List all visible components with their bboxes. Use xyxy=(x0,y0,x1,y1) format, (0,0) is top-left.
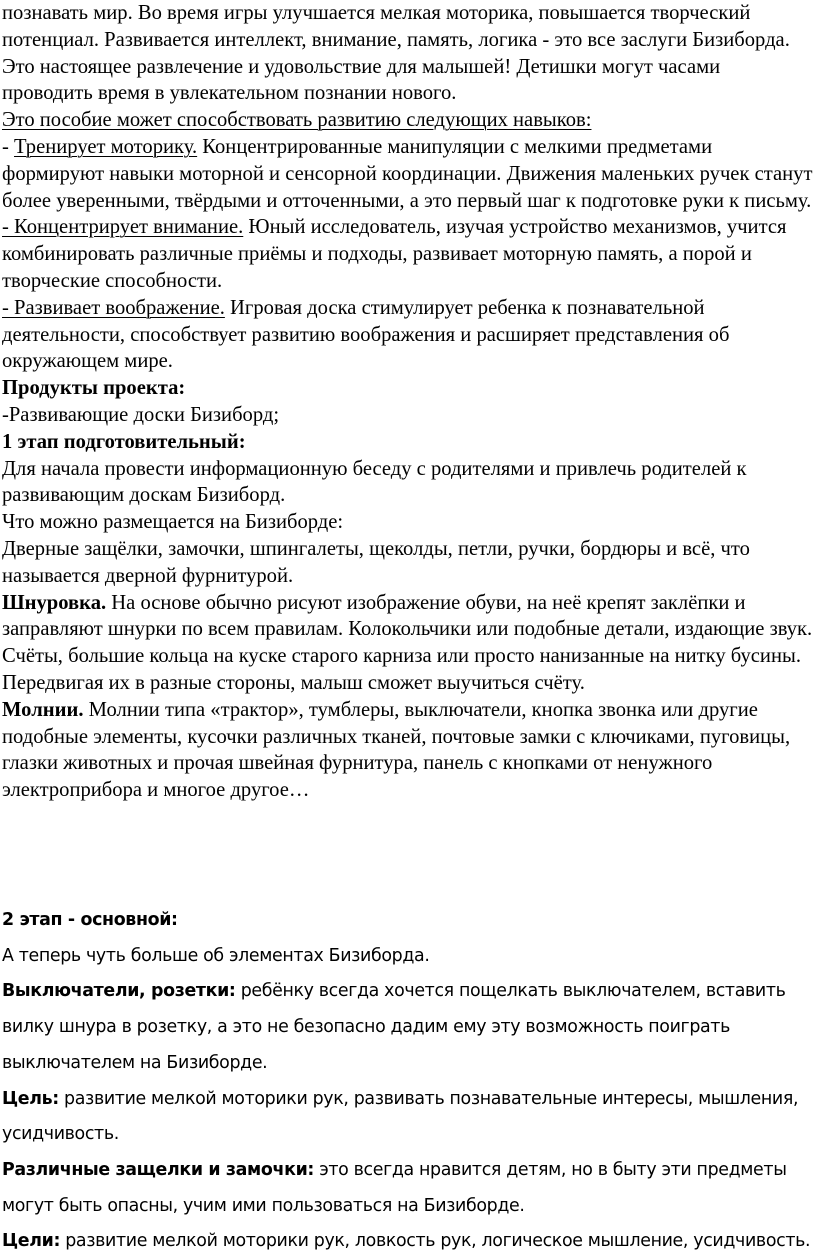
products-item: -Развивающие доски Бизиборд; xyxy=(2,403,280,426)
goal2-title: Цели: xyxy=(2,1231,61,1252)
skills-intro-text: Это пособие может способствовать развитию следующих навыков: xyxy=(2,109,592,132)
stage2-heading-text: 2 этап - основной: xyxy=(2,910,178,930)
sans-section xyxy=(2,903,814,1260)
stage2-heading xyxy=(2,903,814,939)
skill-imagination-text: Игровая доска стимулирует ребенка к познавательной деятельности, способствует развитию воображения и расширяет представления об окружающем мире. xyxy=(2,296,730,373)
lacing-title: Шнуровка. xyxy=(2,591,107,614)
goal1-title: Цель: xyxy=(2,1088,59,1109)
skill-motor xyxy=(2,134,814,214)
products-heading-text: Продукты проекта: xyxy=(2,377,186,400)
stage1-paragraph-3: Дверные защёлки, замочки, шпингалеты, щеколды, петли, ручки, бордюры и всё, что называется дверной фурнитурой. xyxy=(2,537,750,587)
skill-imagination xyxy=(2,295,814,375)
skill-motor-text: Концентрированные манипуляции с мелкими предметами формируют навыки моторной и сенсорной координации. Движения маленьких ручек станут более уверенными, твёрдыми и отточенными, а это первый шаг к подготовке руки к письму. xyxy=(2,135,813,212)
lacing-text: На основе обычно рисуют изображение обуви, на неё крепят заклёпки и заправляют шнурки по всем правилам. Колокольчики или подобные детали, издающие звук. Счёты, большие кольца на куске старого карниза или просто нанизанные на нитку бусины. Передвигая их в разные стороны, малыш сможет выучиться счёту. xyxy=(2,591,813,694)
switches-text: ребёнку всегда хочется пощелкать выключателем, вставить вилку шнура в розетку, а это не безопасно дадим ему эту возможность поиграть выключателем на Бизиборде. xyxy=(2,981,786,1073)
stage1-heading-text: 1 этап подготовительный: xyxy=(2,430,246,453)
zippers-title: Молнии. xyxy=(2,698,84,721)
skill-imagination-title: - Развивает воображение. xyxy=(2,296,225,319)
skill-attention-text: Юный исследователь, изучая устройство механизмов, учится комбинировать различные приёмы и подходы, развивает моторную память, а порой и творческие способности. xyxy=(2,216,787,292)
stage2-intro: А теперь чуть больше об элементах Бизиборда. xyxy=(2,945,430,966)
stage1-paragraph-1: Для начала провести информационную беседу с родителями и привлечь родителей к развивающим доскам Бизиборд. xyxy=(2,457,747,507)
stage1-heading xyxy=(2,429,814,456)
latches-text: это всегда нравится детям, но в быту эти предметы могут быть опасны, учим ими пользоваться на Бизиборде. xyxy=(2,1159,787,1216)
skill-attention-title: - Концентрирует внимание. xyxy=(2,216,244,239)
switches-title: Выключатели, розетки: xyxy=(2,981,236,1002)
lacing-paragraph xyxy=(2,590,814,697)
goal2-paragraph xyxy=(2,1224,814,1260)
stage1-paragraph-2: Что можно размещается на Бизиборде: xyxy=(2,511,344,534)
skill-motor-title: Тренирует моторику. xyxy=(14,135,198,158)
skill-attention xyxy=(2,214,814,294)
intro-paragraph: познавать мир. Во время игры улучшается мелкая моторика, повышается творческий потенциал. Развивается интеллект, внимание, память, логика - это все заслуги Бизиборда. Это настоящее развлечение и удовольствие для малышей! Детишки могут часами проводить время в увлекательном познании нового. xyxy=(2,2,790,105)
switches-paragraph xyxy=(2,974,814,1081)
skill-motor-lead: - xyxy=(2,135,15,158)
latches-paragraph xyxy=(2,1153,814,1224)
goal2-text: развитие мелкой моторики рук, ловкость рук, логическое мышление, усидчивость. xyxy=(60,1231,811,1252)
products-heading xyxy=(2,375,814,402)
goal1-paragraph xyxy=(2,1082,814,1153)
serif-section xyxy=(2,0,814,804)
latches-title: Различные защелки и замочки: xyxy=(2,1159,315,1180)
zippers-paragraph xyxy=(2,697,814,804)
zippers-text: Молнии типа «трактор», тумблеры, выключатели, кнопка звонка или другие подобные элементы, кусочки различных тканей, почтовые замки с ключиками, пуговицы, глазки животных и прочая швейная фурнитура, панель с кнопками от ненужного электроприбора и многое другое… xyxy=(2,698,791,802)
goal1-text: развитие мелкой моторики рук, развивать познавательные интересы, мышления, усидчивость. xyxy=(2,1088,799,1145)
skills-intro xyxy=(2,107,814,134)
